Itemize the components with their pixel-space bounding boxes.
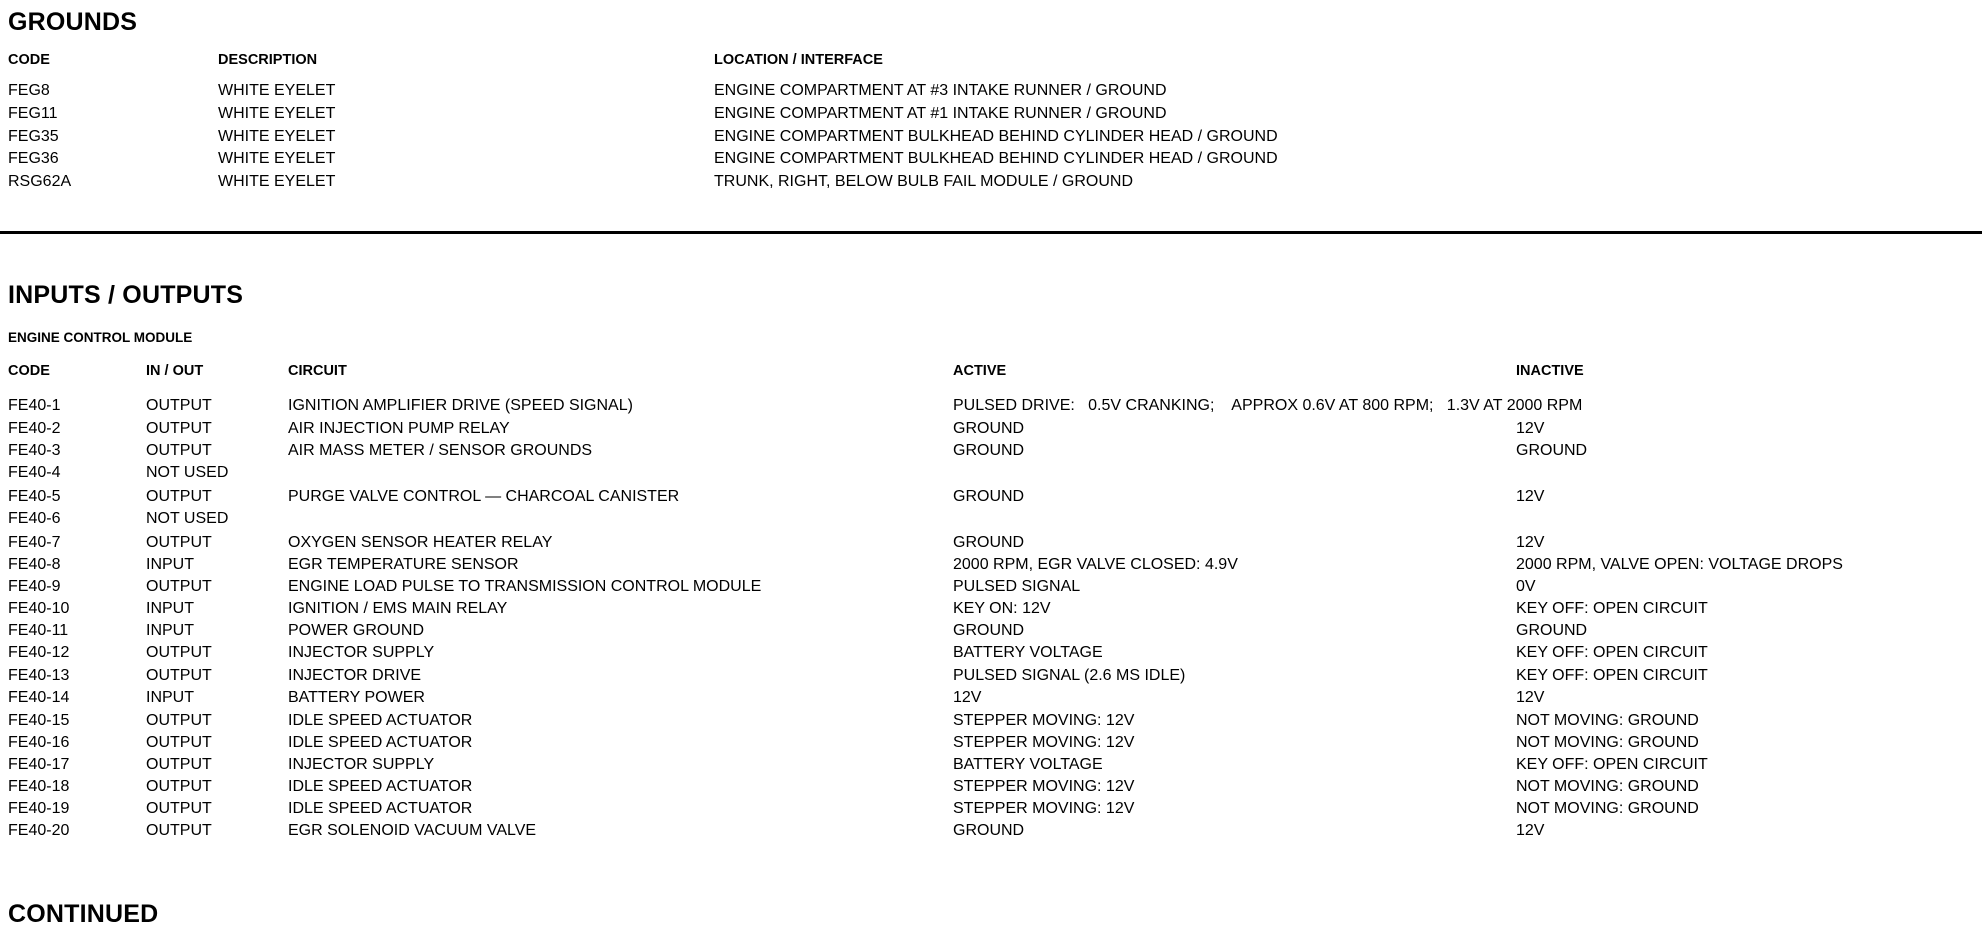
io-row (0, 776, 1982, 798)
io-inactive-cell: 2000 RPM, VALVE OPEN: VOLTAGE DROPS (1516, 556, 1843, 573)
io-active-cell: GROUND (953, 420, 1025, 437)
io-inout-cell: OUTPUT (146, 442, 212, 459)
io-row (0, 687, 1982, 709)
io-inout-cell: OUTPUT (146, 488, 212, 505)
section-divider (0, 231, 1982, 234)
io-active-cell: GROUND (953, 442, 1025, 459)
io-header-active: ACTIVE (953, 363, 1007, 379)
io-code-cell: FE40-19 (8, 800, 70, 817)
io-inout-cell: OUTPUT (146, 667, 212, 684)
io-active-cell: GROUND (953, 822, 1025, 839)
grounds-code-cell: FEG36 (8, 150, 59, 168)
grounds-code-cell: FEG35 (8, 127, 59, 145)
io-circuit-cell: INJECTOR SUPPLY (288, 644, 435, 661)
io-title: INPUTS / OUTPUTS (8, 281, 244, 309)
io-inactive-cell: 12V (1516, 689, 1545, 706)
io-inactive-cell: 12V (1516, 420, 1545, 437)
continued-label: CONTINUED (8, 900, 159, 928)
io-active-cell: GROUND (953, 622, 1025, 639)
io-code-cell: FE40-16 (8, 734, 70, 751)
io-active-cell: BATTERY VOLTAGE (953, 644, 1103, 661)
grounds-code-cell: FEG11 (8, 104, 58, 122)
io-active-cell: STEPPER MOVING: 12V (953, 712, 1135, 729)
grounds-row (0, 171, 1982, 193)
io-code-cell: FE40-5 (8, 488, 61, 505)
io-inactive-cell: KEY OFF: OPEN CIRCUIT (1516, 600, 1708, 617)
io-circuit-cell: AIR INJECTION PUMP RELAY (288, 420, 510, 437)
grounds-row (0, 80, 1982, 102)
io-inactive-cell: GROUND (1516, 622, 1588, 639)
io-circuit-cell: IGNITION / EMS MAIN RELAY (288, 600, 508, 617)
io-code-cell: FE40-9 (8, 578, 61, 595)
io-inout-cell: OUTPUT (146, 778, 212, 795)
io-inout-cell: OUTPUT (146, 712, 212, 729)
io-active-cell: GROUND (953, 488, 1025, 505)
grounds-description-cell: WHITE EYELET (218, 127, 336, 145)
grounds-description-cell: WHITE EYELET (218, 150, 336, 168)
io-code-cell: FE40-18 (8, 778, 70, 795)
grounds-header-code: CODE (8, 52, 50, 68)
io-circuit-cell: INJECTOR DRIVE (288, 667, 422, 684)
io-inout-cell: OUTPUT (146, 800, 212, 817)
io-row (0, 620, 1982, 642)
grounds-code-cell: RSG62A (8, 173, 72, 191)
io-row (0, 532, 1982, 554)
io-code-cell: FE40-17 (8, 756, 70, 773)
io-active-cell: PULSED SIGNAL (953, 578, 1081, 595)
io-code-cell: FE40-7 (8, 534, 61, 551)
io-circuit-cell: INJECTOR SUPPLY (288, 756, 435, 773)
io-row (0, 665, 1982, 687)
io-module-name: ENGINE CONTROL MODULE (8, 330, 193, 345)
grounds-location-cell: ENGINE COMPARTMENT BULKHEAD BEHIND CYLINDER HEAD / GROUND (714, 127, 1278, 145)
io-code-cell: FE40-6 (8, 510, 61, 527)
grounds-title: GROUNDS (8, 8, 138, 36)
io-code-cell: FE40-12 (8, 644, 70, 661)
grounds-row (0, 126, 1982, 148)
grounds-location-cell: ENGINE COMPARTMENT AT #1 INTAKE RUNNER / GROUND (714, 104, 1167, 122)
io-row (0, 554, 1982, 576)
grounds-location-cell: ENGINE COMPARTMENT BULKHEAD BEHIND CYLINDER HEAD / GROUND (714, 150, 1278, 168)
io-code-cell: FE40-3 (8, 442, 61, 459)
io-inactive-cell: NOT MOVING: GROUND (1516, 712, 1699, 729)
io-inactive-cell: NOT MOVING: GROUND (1516, 734, 1699, 751)
io-active-cell: 2000 RPM, EGR VALVE CLOSED: 4.9V (953, 556, 1238, 573)
grounds-row (0, 103, 1982, 125)
io-inout-cell: OUTPUT (146, 578, 212, 595)
io-active-cell: PULSED SIGNAL (2.6 MS IDLE) (953, 667, 1186, 684)
grounds-description-cell: WHITE EYELET (218, 82, 336, 99)
io-header-inactive: INACTIVE (1516, 363, 1584, 379)
grounds-description-cell: WHITE EYELET (218, 173, 336, 191)
io-inout-cell: OUTPUT (146, 534, 212, 551)
io-code-cell: FE40-4 (8, 464, 61, 481)
io-code-cell: FE40-11 (8, 622, 69, 639)
io-active-cell: PULSED DRIVE: 0.5V CRANKING; APPROX 0.6V AT 800 RPM; 1.3V AT 2000 RPM (953, 397, 1583, 414)
io-circuit-cell: PURGE VALVE CONTROL — CHARCOAL CANISTER (288, 488, 680, 505)
io-inout-cell: OUTPUT (146, 644, 212, 661)
io-circuit-cell: POWER GROUND (288, 622, 424, 639)
io-row (0, 732, 1982, 754)
io-inout-cell: OUTPUT (146, 397, 212, 414)
io-circuit-cell: AIR MASS METER / SENSOR GROUNDS (288, 442, 593, 459)
io-header-circuit: CIRCUIT (288, 363, 347, 379)
grounds-header-location: LOCATION / INTERFACE (714, 52, 883, 68)
grounds-location-cell: TRUNK, RIGHT, BELOW BULB FAIL MODULE / GROUND (714, 173, 1134, 191)
io-code-cell: FE40-8 (8, 556, 61, 573)
io-circuit-cell: IDLE SPEED ACTUATOR (288, 712, 473, 729)
io-inout-cell: OUTPUT (146, 756, 212, 773)
io-code-cell: FE40-20 (8, 822, 70, 839)
io-inout-cell: OUTPUT (146, 420, 212, 437)
io-active-cell: BATTERY VOLTAGE (953, 756, 1103, 773)
io-inactive-cell: 12V (1516, 822, 1545, 839)
io-inout-cell: INPUT (146, 556, 194, 573)
io-active-cell: KEY ON: 12V (953, 600, 1051, 617)
io-code-cell: FE40-15 (8, 712, 70, 729)
io-inactive-cell: GROUND (1516, 442, 1588, 459)
grounds-row (0, 148, 1982, 170)
grounds-header-description: DESCRIPTION (218, 52, 318, 68)
io-row (0, 576, 1982, 598)
io-code-cell: FE40-14 (8, 689, 70, 706)
io-code-cell: FE40-1 (8, 397, 61, 414)
io-circuit-cell: IDLE SPEED ACTUATOR (288, 800, 473, 817)
io-inout-cell: OUTPUT (146, 822, 212, 839)
io-row (0, 486, 1982, 508)
io-row (0, 440, 1982, 462)
io-circuit-cell: IGNITION AMPLIFIER DRIVE (SPEED SIGNAL) (288, 397, 633, 414)
io-active-cell: 12V (953, 689, 982, 706)
io-row (0, 462, 1982, 484)
io-inactive-cell: 0V (1516, 578, 1536, 595)
io-inout-cell: NOT USED (146, 510, 229, 527)
io-inactive-cell: 12V (1516, 488, 1545, 505)
io-active-cell: STEPPER MOVING: 12V (953, 800, 1135, 817)
io-active-cell: GROUND (953, 534, 1025, 551)
io-header-code: CODE (8, 363, 50, 379)
io-active-cell: STEPPER MOVING: 12V (953, 734, 1135, 751)
io-circuit-cell: ENGINE LOAD PULSE TO TRANSMISSION CONTROL MODULE (288, 578, 762, 595)
io-row (0, 418, 1982, 440)
io-row (0, 710, 1982, 732)
io-inout-cell: NOT USED (146, 464, 229, 481)
io-row (0, 754, 1982, 776)
io-inactive-cell: KEY OFF: OPEN CIRCUIT (1516, 644, 1708, 661)
io-inactive-cell: 12V (1516, 534, 1545, 551)
io-circuit-cell: EGR SOLENOID VACUUM VALVE (288, 822, 537, 839)
io-code-cell: FE40-13 (8, 667, 70, 684)
io-row (0, 598, 1982, 620)
io-inactive-cell: KEY OFF: OPEN CIRCUIT (1516, 756, 1708, 773)
io-inactive-cell: NOT MOVING: GROUND (1516, 800, 1699, 817)
io-code-cell: FE40-10 (8, 600, 70, 617)
io-circuit-cell: EGR TEMPERATURE SENSOR (288, 556, 519, 573)
grounds-description-cell: WHITE EYELET (218, 104, 336, 122)
grounds-code-cell: FEG8 (8, 82, 50, 99)
io-inactive-cell: KEY OFF: OPEN CIRCUIT (1516, 667, 1708, 684)
io-row (0, 798, 1982, 820)
io-active-cell: STEPPER MOVING: 12V (953, 778, 1135, 795)
io-header-inout: IN / OUT (146, 363, 204, 379)
grounds-location-cell: ENGINE COMPARTMENT AT #3 INTAKE RUNNER / GROUND (714, 82, 1167, 99)
io-inactive-cell: NOT MOVING: GROUND (1516, 778, 1699, 795)
io-inout-cell: INPUT (146, 600, 194, 617)
io-inout-cell: INPUT (146, 622, 194, 639)
io-circuit-cell: OXYGEN SENSOR HEATER RELAY (288, 534, 553, 551)
io-row (0, 508, 1982, 530)
io-circuit-cell: IDLE SPEED ACTUATOR (288, 778, 473, 795)
io-inout-cell: INPUT (146, 689, 194, 706)
io-row (0, 820, 1982, 842)
io-row (0, 395, 1982, 417)
io-circuit-cell: BATTERY POWER (288, 689, 425, 706)
io-code-cell: FE40-2 (8, 420, 61, 437)
io-circuit-cell: IDLE SPEED ACTUATOR (288, 734, 473, 751)
io-row (0, 642, 1982, 664)
io-inout-cell: OUTPUT (146, 734, 212, 751)
